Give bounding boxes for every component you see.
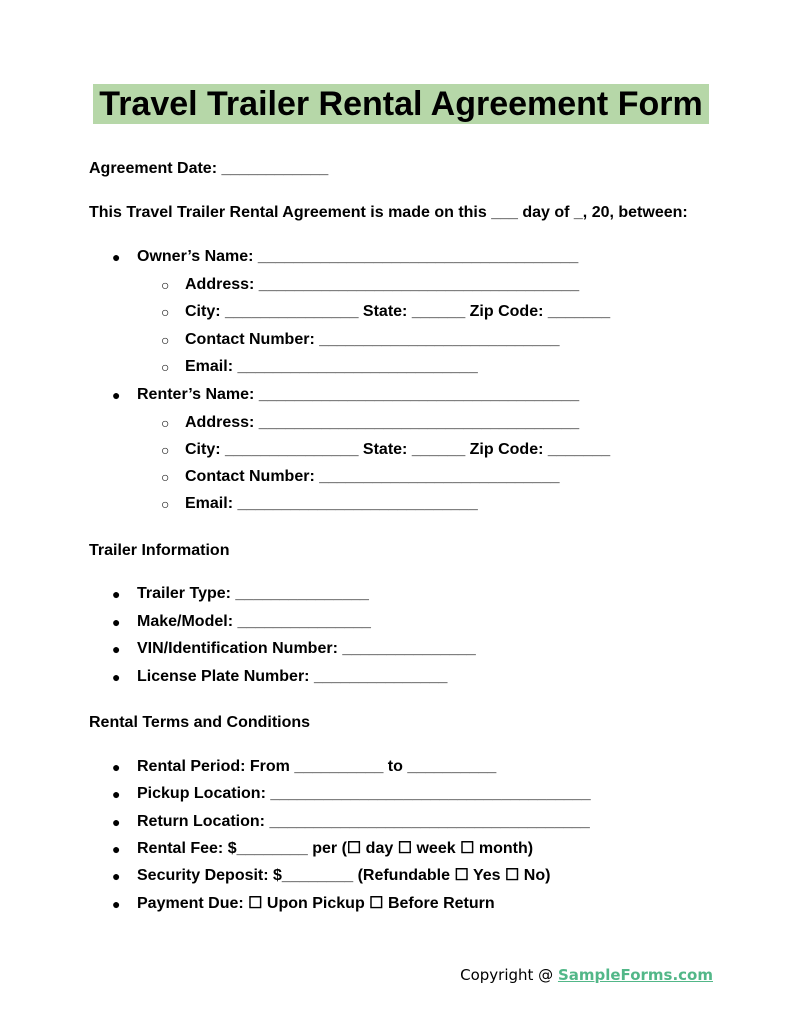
form-title: Travel Trailer Rental Agreement Form: [93, 84, 709, 124]
bullet-rental-period: ●: [112, 759, 121, 775]
return-location-field: Return Location: ____________________________________: [137, 813, 590, 830]
copyright-prefix: Copyright @: [460, 966, 558, 984]
trailer-info-heading: Trailer Information: [89, 542, 230, 559]
bullet-pickup: ●: [112, 786, 121, 802]
owner-email-field: Email: ___________________________: [185, 358, 478, 375]
bullet-trailer-type: ●: [112, 586, 121, 602]
bullet-deposit: ●: [112, 868, 121, 884]
rental-terms-heading: Rental Terms and Conditions: [89, 714, 311, 731]
bullet-renter-name: ●: [112, 387, 121, 403]
owner-contact-field: Contact Number: ___________________________: [185, 331, 560, 348]
bullet-owner-city: ○: [161, 304, 170, 320]
renter-name-field: Renter’s Name: ____________________________________: [137, 386, 580, 403]
bullet-return: ●: [112, 814, 121, 830]
owner-city-state-zip-field: City: _______________ State: ______ Zip Code: _______: [185, 303, 611, 320]
owner-name-field: Owner’s Name: ____________________________________: [137, 248, 579, 265]
bullet-renter-email: ○: [161, 496, 170, 512]
bullet-payment: ●: [112, 896, 121, 912]
renter-contact-field: Contact Number: ___________________________: [185, 468, 560, 485]
bullet-renter-contact: ○: [161, 469, 170, 485]
renter-email-field: Email: ___________________________: [185, 495, 478, 512]
copyright-notice: [460, 965, 713, 985]
bullet-renter-address: ○: [161, 415, 170, 431]
bullet-owner-email: ○: [161, 359, 170, 375]
license-plate-field: License Plate Number: _______________: [137, 668, 448, 685]
security-deposit-field: Security Deposit: $________ (Refundable ☐ Yes ☐ No): [137, 867, 551, 884]
trailer-type-field: Trailer Type: _______________: [137, 585, 369, 602]
owner-address-field: Address: ____________________________________: [185, 276, 580, 293]
rental-period-field: Rental Period: From __________ to __________: [137, 758, 497, 775]
bullet-owner-contact: ○: [161, 332, 170, 348]
agreement-date: Agreement Date: ____________: [89, 160, 329, 177]
rental-fee-field: Rental Fee: $________ per (☐ day ☐ week ☐ month): [137, 840, 534, 857]
bullet-renter-city: ○: [161, 442, 170, 458]
intro-text: This Travel Trailer Rental Agreement is made on this ___ day of _, 20, between:: [89, 204, 688, 221]
bullet-owner-address: ○: [161, 277, 170, 293]
bullet-fee: ●: [112, 841, 121, 857]
sampleforms-link[interactable]: SampleForms.com: [557, 966, 713, 984]
bullet-vin: ●: [112, 641, 121, 657]
payment-due-field: Payment Due: ☐ Upon Pickup ☐ Before Return: [137, 895, 495, 912]
bullet-make-model: ●: [112, 614, 121, 630]
vin-field: VIN/Identification Number: _______________: [137, 640, 476, 657]
renter-address-field: Address: ____________________________________: [185, 414, 580, 431]
pickup-location-field: Pickup Location: ____________________________________: [137, 785, 591, 802]
bullet-owner-name: ●: [112, 249, 121, 265]
make-model-field: Make/Model: _______________: [137, 613, 371, 630]
renter-city-state-zip-field: City: _______________ State: ______ Zip Code: _______: [185, 441, 611, 458]
bullet-plate: ●: [112, 669, 121, 685]
